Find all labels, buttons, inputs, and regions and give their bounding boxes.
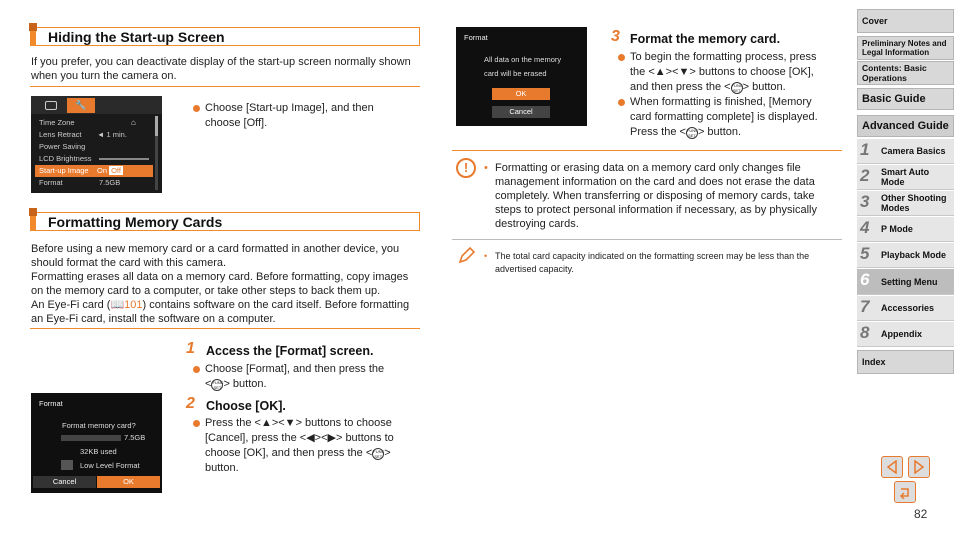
section-title-formatting: Formatting Memory Cards bbox=[48, 214, 223, 230]
capacity-value: 7.5GB bbox=[124, 433, 146, 442]
sidebar-chapter-6[interactable]: 6 Setting Menu bbox=[857, 269, 954, 295]
page-number: 82 bbox=[914, 507, 928, 521]
camera-tab-icon bbox=[45, 101, 57, 110]
ok-button: OK bbox=[97, 476, 160, 488]
step1-instruction: Choose [Format], and then press the <FUNC SET > button. bbox=[193, 362, 408, 392]
note-text: • The total card capacity indicated on the formatting screen may be less than the advertised capacity. bbox=[484, 251, 810, 274]
sidebar-item-contents[interactable]: Contents: Basic Operations bbox=[857, 61, 954, 85]
startup-off-option: On Off bbox=[97, 166, 121, 175]
low-level-checkbox bbox=[61, 460, 73, 470]
brightness-slider bbox=[99, 158, 149, 160]
eyefi-note: An Eye-Fi card (📖101) contains software on the card itself. Before formatting an Eye-Fi card, install the software on a computer. bbox=[31, 299, 410, 325]
cancel-button: Cancel bbox=[33, 476, 96, 488]
step-number: 1 bbox=[186, 340, 195, 357]
menu-row-power-saving: Power Saving bbox=[39, 142, 86, 151]
hiding-description: If you prefer, you can deactivate display of the start-up screen normally shown when you turn the camera on. bbox=[31, 56, 411, 82]
menu-scrollbar bbox=[155, 116, 158, 190]
step-title: Access the [Format] screen. bbox=[206, 344, 374, 358]
sidebar-chapter-7[interactable]: 7 Accessories bbox=[857, 296, 954, 321]
func-set-button-icon: FUNC SET bbox=[212, 380, 224, 390]
divider bbox=[30, 328, 420, 329]
next-page-button[interactable] bbox=[908, 456, 930, 478]
sidebar-item-advanced-guide[interactable]: Advanced Guide bbox=[857, 115, 954, 137]
confirm-line-2: card will be erased bbox=[484, 69, 547, 78]
step2-instruction: Press the <▲><▼> buttons to choose [Cancel], press the <◀><▶> buttons to choose [OK], and then press the <FUNC SET > button. bbox=[193, 416, 408, 476]
divider bbox=[452, 150, 842, 151]
confirm-line-1: All data on the memory bbox=[484, 55, 562, 64]
return-button[interactable] bbox=[894, 481, 916, 503]
confirm-format-screenshot bbox=[456, 27, 587, 126]
sidebar-chapter-5[interactable]: 5 Playback Mode bbox=[857, 243, 954, 268]
menu-row-time-zone: Time Zone bbox=[39, 118, 75, 127]
formatting-intro: Before using a new memory card or a card formatted in another device, you should format the card with this camera. bbox=[31, 243, 400, 269]
sidebar-chapter-1[interactable]: 1 Camera Basics bbox=[857, 139, 954, 164]
caution-icon: ! bbox=[456, 158, 476, 178]
sidebar-chapter-4[interactable]: 4 P Mode bbox=[857, 217, 954, 242]
section-header-formatting bbox=[30, 212, 420, 231]
wrench-tab-icon: 🔧 bbox=[67, 98, 95, 113]
book-icon: 📖 bbox=[110, 299, 125, 311]
previous-page-button[interactable] bbox=[881, 456, 903, 478]
func-set-button-icon: FUNC SET bbox=[731, 83, 743, 93]
capacity-bar bbox=[61, 435, 121, 441]
page-reference-link[interactable]: 101 bbox=[124, 299, 143, 311]
used-space: 32KB used bbox=[80, 447, 117, 456]
settings-menu-screenshot bbox=[31, 96, 162, 193]
menu-row-startup-image: Start-up Image On Off bbox=[35, 165, 153, 177]
format-question: Format memory card? bbox=[62, 421, 136, 430]
step-title: Format the memory card. bbox=[630, 32, 781, 46]
low-level-label: Low Level Format bbox=[80, 461, 140, 470]
confirm-ok-button: OK bbox=[492, 88, 550, 100]
func-set-button-icon: FUNC SET bbox=[686, 128, 699, 138]
confirm-screen-title: Format bbox=[464, 33, 488, 42]
format-screen-screenshot bbox=[31, 393, 162, 493]
sidebar-chapter-2[interactable]: 2 Smart Auto Mode bbox=[857, 165, 954, 190]
sidebar-item-prelim[interactable]: Preliminary Notes and Legal Information bbox=[857, 36, 954, 60]
divider bbox=[452, 239, 842, 240]
section-title-hiding: Hiding the Start-up Screen bbox=[48, 29, 225, 45]
menu-row-format: Format 7.5GB bbox=[39, 178, 121, 187]
menu-row-lcd-brightness: LCD Brightness bbox=[35, 153, 155, 165]
section-marker bbox=[29, 208, 37, 216]
arrow-left-icon bbox=[886, 460, 898, 474]
sidebar-item-index[interactable]: Index bbox=[857, 350, 954, 374]
section-header-hiding bbox=[30, 27, 420, 46]
arrow-right-icon bbox=[913, 460, 925, 474]
format-screen-title: Format bbox=[39, 399, 63, 408]
confirm-cancel-button: Cancel bbox=[492, 106, 550, 118]
hiding-instruction: Choose [Start-up Image], and then choose [Off]. bbox=[193, 101, 408, 131]
pencil-icon bbox=[456, 246, 476, 266]
sidebar-chapter-3[interactable]: 3 Other Shooting Modes bbox=[857, 191, 954, 216]
home-icon: ⌂ bbox=[131, 118, 136, 127]
func-set-button-icon: FUNC SET bbox=[373, 449, 385, 459]
step3-instruction-1: To begin the formatting process, press the <▲><▼> buttons to choose [OK], and then press the <FUNC SET > button. bbox=[618, 50, 833, 95]
step-number: 3 bbox=[611, 28, 620, 45]
caution-text: • Formatting or erasing data on a memory card only changes file management information on the card and does not erase the data completely. When transferring or disposing of memory cards, take steps to protect personal information if necessary, as by physically destroying cards. bbox=[484, 162, 818, 230]
step-title: Choose [OK]. bbox=[206, 399, 286, 413]
sidebar-item-basic-guide[interactable]: Basic Guide bbox=[857, 88, 954, 110]
formatting-warning-text: Formatting erases all data on a memory card. Before formatting, copy images on the memory card to a computer, or take other steps to back them up. bbox=[31, 271, 409, 297]
section-marker bbox=[29, 23, 37, 31]
menu-tab-bar bbox=[31, 96, 162, 114]
divider bbox=[30, 86, 420, 87]
sidebar-chapter-8[interactable]: 8 Appendix bbox=[857, 322, 954, 347]
step3-instruction-2: When formatting is finished, [Memory card formatting complete] is displayed. Press the <FUNC SET > button. bbox=[618, 95, 833, 140]
menu-row-lens-retract: Lens Retract ◄ 1 min. bbox=[39, 130, 127, 139]
step-number: 2 bbox=[186, 395, 195, 412]
return-icon bbox=[898, 485, 912, 499]
sidebar-item-cover[interactable]: Cover bbox=[857, 9, 954, 33]
